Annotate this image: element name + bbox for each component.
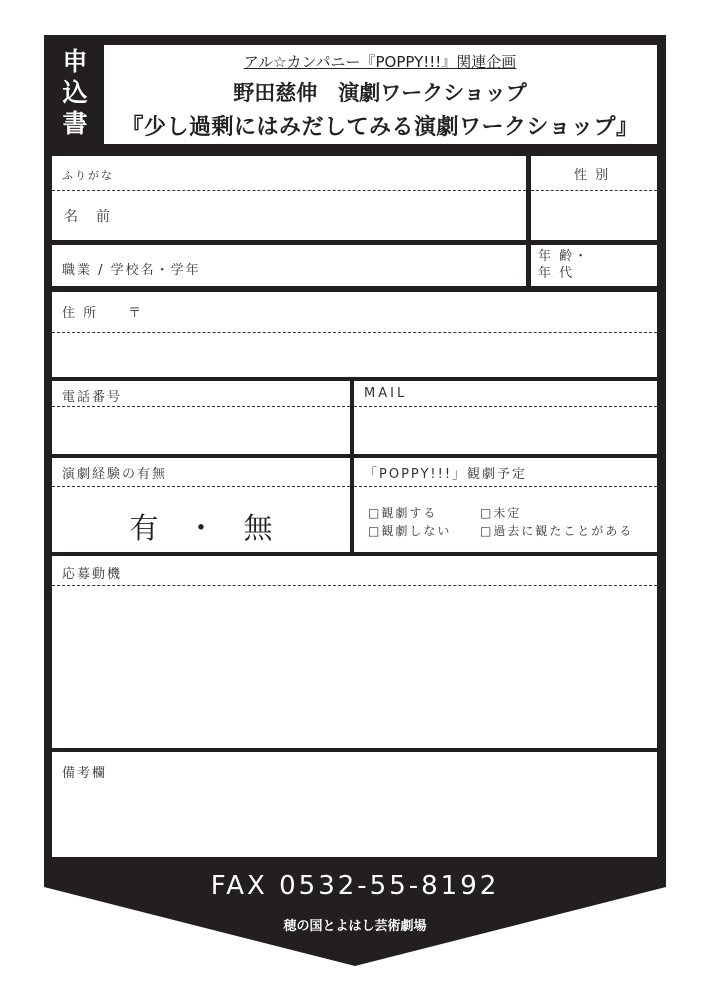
divider [531,190,657,191]
remarks-label: 備考欄 [62,766,108,781]
workshop-title: 『少し過剰にはみだしてみる演劇ワークショップ』 [121,115,639,140]
fax-number: FAX 0532-55-8192 [210,871,500,901]
name-label: 名 前 [64,209,112,225]
divider [52,332,657,333]
name-cell[interactable] [52,156,526,240]
experience-options [52,506,350,547]
checkbox-will-not-attend[interactable]: □観劇しない [368,524,452,538]
experience-label: 演劇経験の有無 [62,467,168,482]
divider [354,486,657,487]
phone-label: 電話番号 [62,390,123,405]
poppy-plan-label: 「POPPY!!!」観劇予定 [364,467,528,482]
gender-label: 性 別 [574,168,611,183]
workshop-host: 野田慈伸 演劇ワークショップ [233,81,527,105]
organizer-line: アル☆カンパニー『POPPY!!!』関連企画 [243,53,517,71]
experience-no-option[interactable]: 無 [243,511,273,545]
divider [52,585,657,586]
mail-label: MAIL [364,386,408,401]
occupation-label: 職業 / 学校名・学年 [62,263,201,278]
separator-dot: ・ [186,511,216,545]
remarks-cell[interactable] [52,752,657,857]
motivation-label: 応募動機 [62,567,123,582]
address-label: 住 所 〒 [62,306,144,321]
age-label: 年 齢・ 年 代 [538,249,590,281]
furigana-label: ふりがな [62,169,114,182]
checkbox-seen-before[interactable]: □過去に観たことがある [480,524,634,538]
divider [52,486,350,487]
form-type-title: 申 込 書 [62,47,88,138]
checkbox-will-attend[interactable]: □観劇する [368,506,438,520]
divider [52,406,350,407]
checkbox-undecided[interactable]: □未定 [480,506,522,520]
experience-yes-option[interactable]: 有 [129,511,159,545]
venue-name: 穂の国とよはし芸術劇場 [283,919,427,934]
divider [354,406,657,407]
divider [52,190,526,191]
